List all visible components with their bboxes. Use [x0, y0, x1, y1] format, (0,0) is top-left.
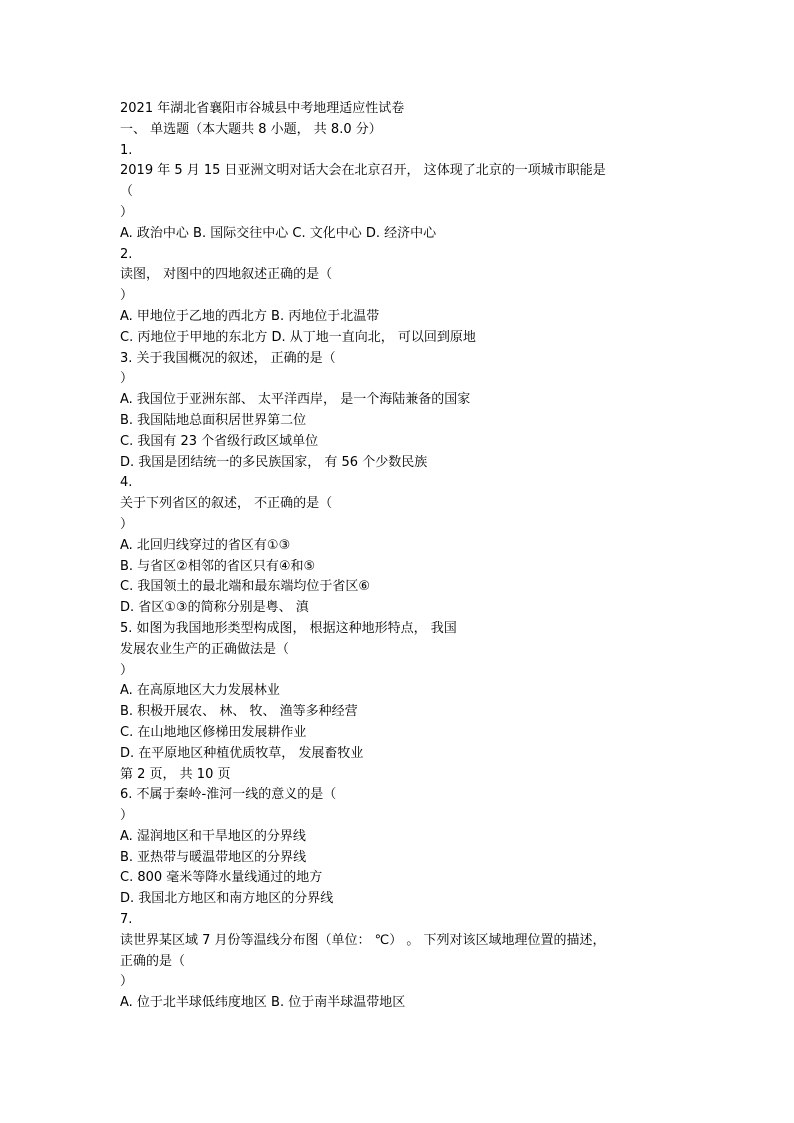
- q6-option-a: A. 湿润地区和干旱地区的分界线: [120, 828, 306, 844]
- q3-option-a: A. 我国位于亚洲东部、 太平洋西岸， 是一个海陆兼备的国家: [120, 392, 471, 408]
- q6-option-b: B. 亚热带与暖温带地区的分界线: [120, 849, 307, 865]
- q5-stem-line-1: 5. 如图为我国地形类型构成图， 根据这种地形特点， 我国: [120, 620, 457, 636]
- q1-options: A. 政治中心 B. 国际交往中心 C. 文化中心 D. 经济中心: [120, 225, 437, 241]
- q2-number: 2.: [120, 246, 133, 262]
- q1-close-paren: ）: [120, 204, 134, 220]
- q4-option-a: A. 北回归线穿过的省区有①③: [120, 537, 291, 553]
- q7-stem: 读世界某区域 7 月份等温线分布图（单位： ℃） 。 下列对该区域地理位置的描述，: [120, 932, 606, 948]
- q6-option-d: D. 我国北方地区和南方地区的分界线: [120, 891, 334, 907]
- exam-page: [120, 99, 680, 1014]
- q1-stem: 2019 年 5 月 15 日亚洲文明对话大会在北京召开， 这体现了北京的一项城市职能是: [120, 163, 606, 179]
- q4-number: 4.: [120, 475, 133, 491]
- q3-option-b: B. 我国陆地总面积居世界第二位: [120, 412, 307, 428]
- q3-close-paren: ）: [120, 371, 134, 387]
- q2-stem: 读图， 对图中的四地叙述正确的是（: [120, 267, 333, 283]
- q2-close-paren: ）: [120, 288, 134, 304]
- q3-option-c: C. 我国有 23 个省级行政区域单位: [120, 433, 319, 449]
- q2-options-ab: A. 甲地位于乙地的西北方 B. 丙地位于北温带: [120, 308, 380, 324]
- exam-title: 2021 年湖北省襄阳市谷城县中考地理适应性试卷: [120, 101, 405, 116]
- q6-close-paren: ）: [120, 808, 134, 824]
- q7-close-paren: ）: [120, 974, 134, 990]
- q2-options-cd: C. 丙地位于甲地的东北方 D. 从丁地一直向北， 可以回到原地: [120, 329, 476, 345]
- q1-open-paren: （: [120, 184, 134, 200]
- q4-stem: 关于下列省区的叙述， 不正确的是（: [120, 496, 333, 512]
- q4-close-paren: ）: [120, 516, 134, 532]
- q5-option-c: C. 在山地地区修梯田发展耕作业: [120, 724, 307, 740]
- q1-number: 1.: [120, 142, 133, 158]
- q7-stem-line-2: 正确的是（: [120, 953, 186, 969]
- q5-option-b: B. 积极开展农、 林、 牧、 渔等多种经营: [120, 704, 358, 720]
- page-footer: 第 2 页， 共 10 页: [120, 766, 231, 782]
- q5-stem-line-2: 发展农业生产的正确做法是（: [120, 641, 290, 657]
- q7-options: A. 位于北半球低纬度地区 B. 位于南半球温带地区: [120, 995, 406, 1011]
- q7-number: 7.: [120, 912, 133, 928]
- q4-option-b: B. 与省区②相邻的省区只有④和⑤: [120, 558, 316, 574]
- q6-stem: 6. 不属于秦岭-淮河一线的意义的是（: [120, 787, 337, 803]
- q5-option-d: D. 在平原地区种植优质牧草， 发展畜牧业: [120, 745, 364, 761]
- q4-option-c: C. 我国领土的最北端和最东端均位于省区⑥: [120, 579, 370, 595]
- q5-option-a: A. 在高原地区大力发展林业: [120, 683, 280, 699]
- q4-option-d: D. 省区①③的简称分别是粤、 滇: [120, 600, 309, 616]
- q5-close-paren: ）: [120, 662, 134, 678]
- q3-stem: 3. 关于我国概况的叙述， 正确的是（: [120, 350, 336, 366]
- q3-option-d: D. 我国是团结统一的多民族国家， 有 56 个少数民族: [120, 454, 428, 470]
- section-heading: 一、 单选题（本大题共 8 小题， 共 8.0 分）: [120, 121, 382, 137]
- q6-option-c: C. 800 毫米等降水量线通过的地方: [120, 870, 323, 886]
